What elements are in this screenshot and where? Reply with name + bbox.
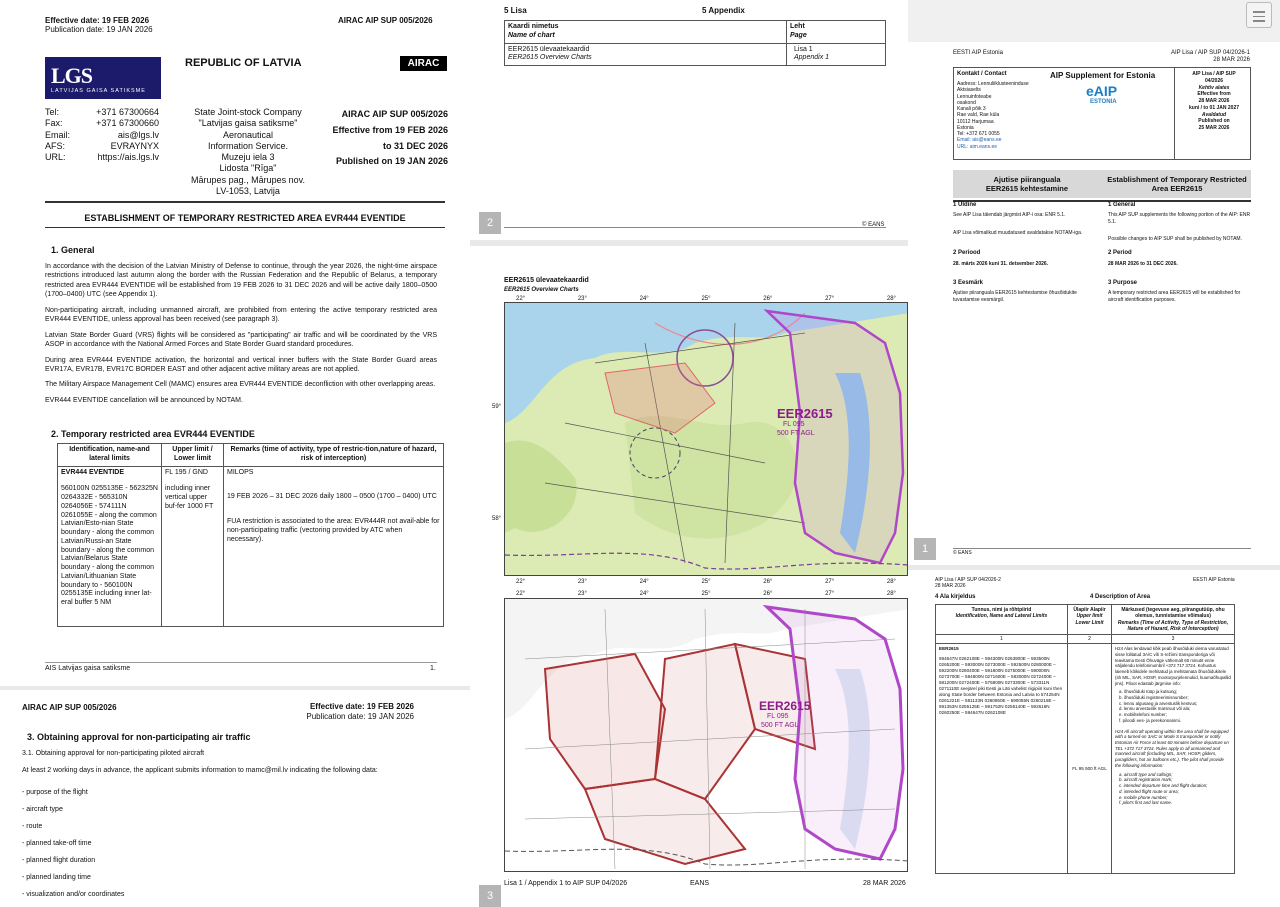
page-badge-1[interactable]: 1: [914, 538, 936, 560]
title-band: Ajutise piiranguala EER2615 kehtestamine Establishment of Temporary Restricted Area EER2615: [953, 170, 1251, 198]
publication-date: Publication date: 19 JAN 2026: [45, 25, 153, 34]
latvian-aip-sup-page-1: [0, 0, 470, 686]
list-item: - planned take-off time: [22, 840, 92, 847]
footer-rule: [45, 662, 437, 663]
charts-title: EER2615 ülevaatekaardid: [504, 277, 589, 284]
overview-charts-page: [470, 246, 908, 907]
maps-footer-right: 28 MAR 2026: [863, 880, 906, 887]
list-item: - visualization and/or coordinates: [22, 891, 125, 898]
lat-tick-59: 59°: [492, 404, 502, 410]
lon-ticks-bottom: 22° 23° 24° 25° 26° 27° 28°: [516, 579, 896, 585]
header-left: EESTI AIP Estonia: [953, 50, 1003, 56]
area-agl-2: 500 FT AGL: [761, 722, 799, 729]
divider: [45, 227, 445, 228]
lgs-logo: LGS LATVIJAS GAISA SATIKSME: [45, 57, 161, 99]
effective-date: Effective date: 19 FEB 2026: [309, 702, 414, 711]
page-number: 1.: [430, 665, 436, 672]
section-3-en: 3 Purpose: [1108, 280, 1138, 286]
page-badge-2[interactable]: 2: [479, 212, 501, 234]
estonian-aip-sup-page-1: EESTI AIP Estonia AIP Lisa / AIP SUP 04/2026-1 28 MAR 2026 Kontakt / Contact AIP Supplement for Estonia eAIP ESTONIA Aadress: Lennuliiklusteeninduse Aktsiaselts Lennuinfoteabe osakond Kanali põik 3 Rae vald, Rae küla 10112 Harjumaa Estonia Tel: +372 671 0055 Email: ais@eans.ee URL: aim.eans.ee AIP Lisa / AIP SUP 04/2026 Kehtiv alates Effective from 28 MAR 2026 kuni / to 01 JAN 2027 Avaldatud Published on 25 MAR 2026 Ajutise piiranguala EER2615 kehtestamine Establishment of Temporary Restricted Area EER2615 1 Üldine 1 General See AIP Lisa täiendab järgmist AIP-i osa: ENR 5.1. AIP Lisa võimalikud muudatused avaldatakse NOTAM-iga. This AIP SUP supplements the following portion of the AIP: ENR 5.1. Possible changes to AIP SUP shall be published by NOTAM. 2 Periood 2 Period 28. märts 2026 kuni 31. detsember 2026. 28 MAR 2026 to 31 DEC 2026. 3 Eesmärk 3 Purpose Ajutise piiranguala EER2615 kehtestamise õhusõidukite tuvastamise eesmärgil. A temporary restricted area EER2615 will be established for aircraft identification purposes. © EANS 1: [908, 0, 1280, 565]
section-1-en: 1 General: [1108, 202, 1136, 208]
divider: [45, 201, 445, 203]
header-ref: AIRAC AIP SUP 005/2026: [22, 703, 117, 712]
section-1-body: In accordance with the decision of the Latvian Ministry of Defense to continue, through the year 2026, the night-time airspace restrictions introduced last autumn along the border with the Russian Federation and the Republic of Belarus, a temporary restricted area EVR444 EVENTIDE will be established from 19 FEB 2026 to 31 DEC 2026 and will be active daily 1800–0500 (1700–0400) UTC (see Appendix 1). Non-participating aircraft, including unmanned aircraft, are prohibited from entering the active temporary restricted area EVR444 EVENTIDE, unless approval has been received (see paragraph 3). Latvian State Border Guard (VRS) flights will be considered as "participating" air traffic and will be coordinated by the VRS ASOP in accordance with the National Armed Forces and State Border Guard standard procedures. During area EVR444 EVENTIDE activation, the horizontal and vertical inner buffers with the State Border Guard areas EVR17A, EVR17B, EVR17C BORDER EAST and other adjacent active military areas are not applied. The Military Airspace Management Cell (MAMC) ensures area EVR444 EVENTIDE deconfliction with other overlapping areas. EVR444 EVENTIDE cancellation will be announced by NOTAM.: [45, 263, 437, 404]
estonian-aip-sup-page-2: AIP Lisa / AIP SUP 04/2026-2 28 MAR 2026 EESTI AIP Estonia 4 Ala kirjeldus 4 Description of Area Tunnus, nimi ja rõhtpiirid Identification, Name and Lateral Limits Ülapiir Alapiir Upper limit Lower Limit Märkused (tegevuse aeg, piirangutüüp, ohu olemus, tunnistamise võimalus) Remarks (Time of Activity, Type of Restriction, Nature of Hazard, Risk of Interception) 1 2 3 EER2615 594647N 0262108E – 594300N 0263900E – 593500N 0265200E – 593000N 0273000E – 592500N 0280000E – 592200N 0280400E – 591800N 0275000E – 590000N 0273700E – 584800N 0271600E – 583000N 0272400E – 581200N 0272400E – 575800N 0273300E – 573311N 0271110E seejärel piki Eesti ja Läti vahelist riigipiiri kuni then along State border between Estonia and Latvia to 574254N 0261221E – 581133N 0260850E – 590055N 0260218E – 591353N 0255125E – 591752N 0255140E – 592616N 0260250E – 594647N 0262108E FL 95 500 ft AGL H24 Alas lendavad kõik peab õhusõiduki olema varustatud sisse lülitatud 3A/C või S-režiimi transponderiga või teavitama Eesti Õhuväge vähemalt 60 minutit enne väljalendu telefoninumbril +372 717 3724. Kohustus laieneb kõikidele mehitatud ja mehitamata õhusõidukitele (sh MIL, SAR, HOSP, mootorpurjelennukid, kuumaõhupallid jms). Piloot edastab järgmise info: a. õhusõiduki tüüp ja kutsung; b. õhusõiduki registreerimisnumber; c. lennu algusaeg ja arvestuslik kestvus; d. lennu arvestuslik marsruut või ala; e. mobiiltelefoni number; f. piloodi ees- ja perekonnanimi. H24 All aircraft operating within the area shall be equipped with a turned-on 3A/C or Mode S transponder or notify Estonian Air Force at least 60 minutes before departure on TEL +372 717 3724. Rules apply to all unmanned and manned aircraft (including MIL, SAR, HOSP, gliders, paragliders, hot air balloons etc.). The pilot shall provide the following information: a. aircraft type and callsign; b. aircraft registration mark; c. intended departure time and flight duration; d. intended flight route or area; e. mobile phone number; f. pilot's first and last name.: [908, 570, 1280, 907]
section-2-et: 2 Periood: [953, 250, 981, 256]
eaip-logo: eAIP: [1086, 83, 1118, 99]
area-fl: FL 095: [783, 421, 805, 428]
overview-chart-1[interactable]: [504, 302, 908, 576]
effective-date: Effective date: 19 FEB 2026: [45, 16, 150, 25]
list-item: - aircraft type: [22, 806, 63, 813]
latvian-aip-sup-page-2: [0, 690, 470, 907]
section-3-title: 3. Obtaining approval for non-participating air traffic: [27, 732, 251, 742]
area-label: EER2615: [777, 406, 833, 421]
list-item: - purpose of the flight: [22, 789, 88, 796]
contact-box: Kontakt / Contact AIP Supplement for Estonia eAIP ESTONIA Aadress: Lennuliiklusteeninduse Aktsiaselts Lennuinfoteabe osakond Kanali põik 3 Rae vald, Rae küla 10112 Harjumaa Estonia Tel: +372 671 0055 Email: ais@eans.ee URL: aim.eans.ee AIP Lisa / AIP SUP 04/2026 Kehtiv alates Effective from 28 MAR 2026 kuni / to 01 JAN 2027 Avaldatud Published on 25 MAR 2026: [953, 67, 1251, 160]
section-2-title: 2. Temporary restricted area EVR444 EVENTIDE: [51, 429, 255, 439]
header-right: AIP Lisa / AIP SUP 04/2026-1: [1170, 50, 1250, 56]
airac-tag: AIRAC: [400, 56, 447, 71]
area-label-2: EER2615: [759, 699, 811, 713]
chart-2-svg: [505, 599, 908, 872]
required-data-list: [22, 784, 124, 903]
chart-1-svg: [505, 303, 908, 576]
maps-footer-left: Lisa 1 / Appendix 1 to AIP SUP 04/2026: [504, 880, 628, 887]
ee-sup-block: AIP Lisa / AIP SUP 04/2026 Kehtiv alates Effective from 28 MAR 2026 kuni / to 01 JAN 2027 Avaldatud Published on 25 MAR 2026: [1188, 71, 1240, 131]
overview-chart-2[interactable]: [504, 598, 908, 872]
list-item: - planned landing time: [22, 874, 91, 881]
restricted-area-table: Identification, name-and lateral limits Upper limit / Lower limit Remarks (time of activity, type of restric-tion,nature of hazard, risk of interception) EVR444 EVENTIDE 560100N 0255135E - 562325N 0264332E - 565310N 0264056E - 574111N 0261055E - along the common Latvian/Esto-nian State boundary - along the common Latvian/Russi-an State boundary - along the common Latvian/Belarus State boundary - along the common Latvian/Lithuanian State boundary to - 560100N 0255135E including inner lat-eral buffer 5 NM FL 195 / GND including inner vertical upper buf-fer 1000 FT MILOPS 19 FEB 2026 – 31 DEC 2026 daily 1800 – 0500 (1700 – 0400) UTC FUA restriction is associated to the area: EVR444R not avail-able for non-participating traffic (vectoring provided by ATC when necessary).: [57, 443, 444, 627]
lon-ticks-top: 22° 23° 24° 25° 26° 27° 28°: [516, 296, 896, 302]
section-3-1: 3.1. Obtaining approval for non-participating piloted aircraft: [22, 750, 205, 757]
publication-date: Publication date: 19 JAN 2026: [306, 712, 414, 721]
lon-ticks-top-2: 22° 23° 24° 25° 26° 27° 28°: [516, 591, 896, 597]
header-right-date: 28 MAR 2026: [1213, 57, 1250, 63]
address-block: State Joint-stock Company "Latvijas gaisa satiksme" Aeronautical Information Service. Muzeju iela 3 Lidosta "Rīga" Mārupes pag., Mārupes nov. LV-1053, Latvija: [191, 107, 305, 196]
footer-left: AIS Latvijas gaisa satiksme: [45, 665, 131, 672]
page-badge-3[interactable]: 3: [479, 885, 501, 907]
area-fl-2: FL 095: [767, 713, 789, 720]
main-title: ESTABLISHMENT OF TEMPORARY RESTRICTED AREA EVR444 EVENTIDE: [84, 213, 406, 223]
appendix-title-et: 5 Lisa: [504, 6, 527, 15]
sup-block: AIRAC AIP SUP 005/2026 Effective from 19 FEB 2026 to 31 DEC 2026 Published on 19 JAN 2026: [332, 109, 448, 167]
country-title: REPUBLIC OF LATVIA: [185, 57, 302, 69]
section-4-en: 4 Description of Area: [1090, 594, 1151, 600]
chart-list-table: Kaardi nimetus Name of chart Leht Page EER2615 ülevaatekaardid EER2615 Overview Charts Lisa 1 Appendix 1: [504, 20, 886, 66]
section-3-et: 3 Eesmärk: [953, 280, 984, 286]
section-1-title: 1. General: [51, 245, 95, 255]
maps-footer-mid: EANS: [690, 880, 710, 887]
section-3-intro: At least 2 working days in advance, the applicant submits information to mamc@mil.lv indicating the following data:: [22, 767, 378, 774]
area-description-table: Tunnus, nimi ja rõhtpiirid Identification, Name and Lateral Limits Ülapiir Alapiir Upper limit Lower Limit Märkused (tegevuse aeg, piirangutüüp, ohu olemus, tunnistamise võimalus) Remarks (Time of Activity, Type of Restriction, Nature of Hazard, Risk of Interception) 1 2 3 EER2615 594647N 0262108E – 594300N 0263900E – 593500N 0265200E – 593000N 0273000E – 592500N 0280000E – 592200N 0280400E – 591800N 0275000E – 590000N 0273700E – 584800N 0271600E – 583000N 0272400E – 581200N 0272400E – 575800N 0273300E – 573311N 0271110E seejärel piki Eesti ja Läti vahelist riigipiiri kuni then along State border between Estonia and Latvia to 574254N 0261221E – 581133N 0260850E – 590055N 0260218E – 591353N 0255125E – 591752N 0255140E – 592616N 0260250E – 594647N 0262108E FL 95 500 ft AGL H24 Alas lendavad kõik peab õhusõiduki olema varustatud sisse lülitatud 3A/C või S-režiimi transponderiga või teavitama Eesti Õhuväge vähemalt 60 minutit enne väljalendu telefoninumbril +372 717 3724. Kohustus laieneb kõikidele mehitatud ja mehitamata õhusõidukitele (sh MIL, SAR, HOSP, mootorpurjelennukid, kuumaõhupallid jms). Piloot edastab järgmise info: a. õhusõiduki tüüp ja kutsung; b. õhusõiduki registreerimisnumber; c. lennu algusaeg ja arvestuslik kestvus; d. lennu arvestuslik marsruut või ala; e. mobiiltelefoni number; f. piloodi ees- ja perekonnanimi. H24 All aircraft operating within the area shall be equipped with a turned-on 3A/C or Mode S transponder or notify Estonian Air Force at least 60 minutes before departure on TEL +372 717 3724. Rules apply to all unmanned and manned aircraft (including MIL, SAR, HOSP, gliders, paragliders, hot air balloons etc.). The pilot shall provide the following information: a. aircraft type and callsign; b. aircraft registration mark; c. intended departure time and flight duration; d. intended flight route or area; e. mobile phone number; f. pilot's first and last name.: [935, 604, 1235, 874]
section-1-et: 1 Üldine: [953, 202, 977, 208]
section-4-et: 4 Ala kirjeldus: [935, 594, 976, 600]
section-2-en: 2 Period: [1108, 250, 1132, 256]
eans-copyright: © EANS: [953, 550, 972, 556]
header-ref: AIRAC AIP SUP 005/2026: [338, 16, 433, 25]
ee-address: Aadress: Lennuliiklusteeninduse Aktsiaselts Lennuinfoteabe osakond Kanali põik 3 Rae vald, Rae küla 10112 Harjumaa Estonia Tel: +372 671 0055 Email: ais@eans.ee URL: aim.eans.ee: [957, 81, 1029, 150]
list-item: - planned flight duration: [22, 857, 96, 864]
list-item: - route: [22, 823, 43, 830]
charts-title-en: EER2615 Overview Charts: [504, 287, 579, 293]
contacts-block: Tel: +371 67300664 Fax: +371 67300660 Email: ais@lgs.lv AFS: EVRAYNYX URL: https://ais.lgs.lv: [45, 107, 159, 162]
lat-tick-58: 58°: [492, 516, 502, 522]
estonian-appendix-page: [470, 0, 908, 240]
appendix-title-en: 5 Appendix: [702, 6, 745, 15]
menu-icon[interactable]: [1246, 2, 1272, 28]
area-agl: 500 FT AGL: [777, 430, 815, 437]
eans-copyright: © EANS: [862, 222, 885, 228]
